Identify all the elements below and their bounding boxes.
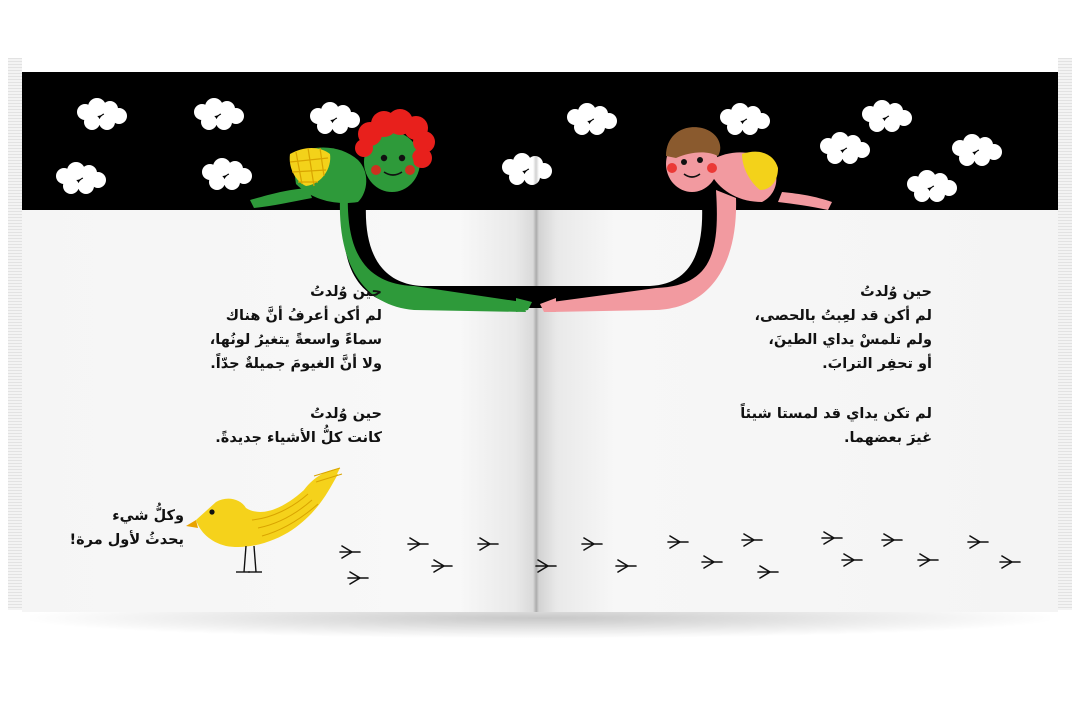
bird-footprint-icon: [408, 538, 428, 550]
right-page-edges: [1058, 58, 1072, 610]
bird-footprint-icon: [822, 532, 842, 544]
text-line: سماءً واسعةً يتغيرُ لونُها،: [209, 332, 382, 348]
bird-footprint-icon: [702, 556, 722, 568]
text-line: حين وُلدتُ: [310, 406, 382, 422]
bird-footprint-icon: [758, 566, 778, 578]
left-page-edges: [8, 58, 22, 610]
text-line: لم أكن أعرفُ أنَّ هناك: [225, 308, 382, 324]
bird-footprint-icon: [742, 534, 762, 546]
bird-footprint-icon: [432, 560, 452, 572]
bird-footprint-icon: [882, 534, 902, 546]
left-stanza-3: [52, 504, 184, 552]
text-line: ولا أنَّ الغيومَ جميلةٌ جدّاً.: [210, 356, 382, 372]
text-line: لم تكن يداي قد لمستا شيئاً: [740, 406, 932, 422]
cloud-icon: [862, 100, 912, 132]
cloud-icon: [720, 103, 770, 135]
bird-footprint-icon: [616, 560, 636, 572]
bird-footprint-icon: [536, 560, 556, 572]
bird-footprint-icon: [968, 536, 988, 548]
right-stanza-1: [712, 280, 932, 376]
cloud-icon: [907, 170, 957, 202]
cloud-icon: [77, 98, 127, 130]
bird-footprint-icon: [478, 538, 498, 550]
book-spine: [533, 72, 539, 612]
left-stanza-2: [172, 402, 382, 450]
text-line: أو تحفِر الترابَ.: [822, 356, 932, 372]
bird-illustration: [186, 468, 342, 572]
left-stanza-1: [172, 280, 382, 376]
cloud-icon: [202, 158, 252, 190]
bird-footprint-icon: [348, 572, 368, 584]
open-picture-book: [22, 72, 1058, 612]
bird-footprint-icon: [918, 554, 938, 566]
text-line: ولم تلمسْ يداي الطينَ،: [768, 332, 932, 348]
cloud-icon: [310, 102, 360, 134]
cloud-icon: [567, 103, 617, 135]
text-line: يحدثُ لأول مرة!: [69, 532, 184, 548]
bird-footprint-icon: [668, 536, 688, 548]
text-line: غيرَ بعضهما.: [843, 430, 932, 446]
text-line: كانت كلُّ الأشياء جديدةً.: [215, 430, 382, 446]
bird-footprint-icon: [1000, 556, 1020, 568]
text-line: لم أكن قد لعِبتُ بالحصى،: [754, 308, 932, 324]
cloud-icon: [56, 162, 106, 194]
bird-footprint-icon: [340, 546, 360, 558]
cloud-icon: [952, 134, 1002, 166]
cloud-icon: [820, 132, 870, 164]
bird-footprint-icon: [582, 538, 602, 550]
cloud-icon: [502, 153, 552, 185]
cloud-icon: [194, 98, 244, 130]
right-stanza-2: [712, 402, 932, 450]
text-line: حين وُلدتُ: [860, 284, 932, 300]
bird-footprint-icon: [842, 554, 862, 566]
text-line: وكلُّ شيء: [112, 508, 184, 524]
text-line: حين وُلدتُ: [310, 284, 382, 300]
